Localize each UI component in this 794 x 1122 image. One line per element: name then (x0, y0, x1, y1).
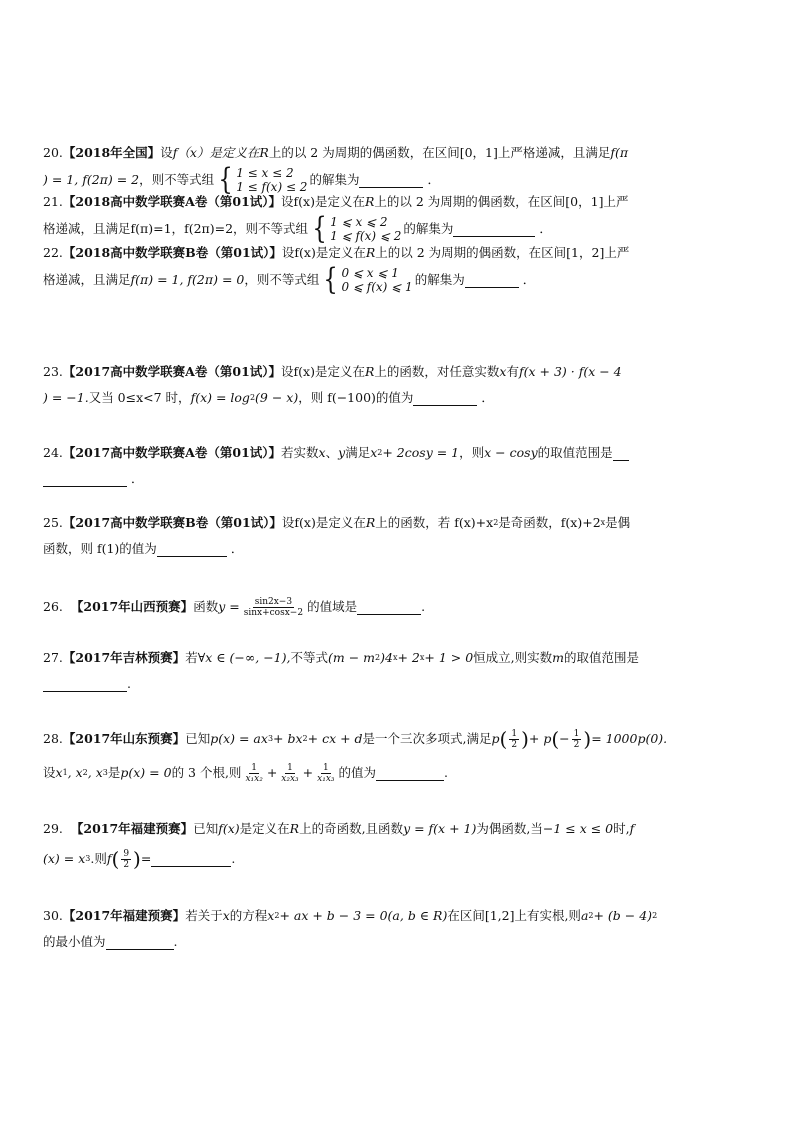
math: p(x) = 0 (120, 765, 172, 780)
math: R (365, 515, 376, 530)
math: ) = 1, f(2π) = 2 (43, 172, 140, 187)
math: (x) = x (43, 851, 86, 866)
math: f(π)=1 (130, 221, 172, 236)
source-tag: 【2017年福建预赛】 (70, 821, 194, 836)
problem-line (43, 671, 755, 697)
source-tag: 【2018年全国】 (62, 145, 161, 160)
text: ， (171, 221, 185, 236)
math: f(π) = 1, f(2π) = 0 (130, 272, 245, 287)
math: f(x) = log (190, 390, 250, 405)
math: + (266, 765, 278, 780)
answer-blank[interactable] (357, 600, 421, 615)
math: f（x）是定义在 (172, 145, 260, 160)
text: 是奇函数，f(x)+2 (498, 515, 601, 530)
answer-blank[interactable] (151, 852, 231, 867)
problem-20 (43, 143, 755, 197)
fraction-numerator: 1 (322, 762, 329, 773)
answer-blank-continued[interactable] (43, 472, 127, 487)
problem-line (43, 536, 755, 562)
problem-30 (43, 903, 755, 955)
problem-number: 29. (43, 821, 63, 836)
math: + ax + b − 3 = 0(a, b ∈ R) (279, 908, 448, 923)
source-tag: 【2017高中数学联赛A卷（第01试）】 (62, 364, 282, 379)
text: . (231, 851, 236, 866)
math: − (559, 731, 570, 746)
text: . (421, 599, 426, 614)
text: ． (481, 390, 494, 405)
math: + 1 > 0 (424, 650, 474, 665)
source-tag: 【2018高中数学联赛B卷（第01试）】 (62, 245, 282, 260)
answer-blank[interactable] (43, 677, 127, 692)
math: m (552, 650, 565, 665)
text: . (127, 676, 131, 691)
text: 设 (160, 145, 173, 160)
text: 的值为 (338, 765, 377, 780)
problem-line: 28. 【2017年山东预赛】 已知 p(x) = ax 3 + bx 2 + cx + d 是一个三次多项式,满足 p ( $\frac{1}{2}$ ) + p ( − $\frac{1}{2}$ ) = 1000p(0). (43, 727, 668, 751)
problem-line (43, 243, 755, 263)
problem-27 (43, 645, 755, 697)
math: −1 ≤ x ≤ 0 (542, 821, 614, 836)
inequality-system: { 0 ⩽ x ⩽ 1 0 ⩽ f(x) ⩽ 1 (323, 262, 413, 297)
text: 已知 (185, 731, 211, 746)
text: 有 (506, 364, 519, 379)
math: x (222, 908, 230, 923)
text: 设f(x)是定义在 (281, 515, 366, 530)
fraction-numerator: 1 (573, 728, 580, 739)
math: = 1000p(0). (591, 731, 668, 746)
fraction-denominator: 2 (123, 859, 130, 870)
text: 设 (43, 765, 56, 780)
problem-line: 27. 【2017年吉林预赛】 若∀ x ∈ (−∞, −1), 不等式 (m − m 2 )4 x + 2 x + 1 > 0 恒成立,则实数 m 的取值范围是 (43, 645, 755, 671)
math: x ∈ (−∞, −1), (205, 650, 291, 665)
text: 的解集为 (309, 172, 360, 187)
math: f(π (610, 145, 629, 160)
text: 已知 (193, 821, 219, 836)
answer-blank[interactable] (413, 391, 477, 406)
text: 设f(x)是定义在 (281, 245, 366, 260)
math: (m − m (328, 650, 376, 665)
math: x (318, 445, 326, 460)
problem-line: (x) = x 3 .则 f ( $\frac{9}{2}$ ) = . (43, 847, 236, 871)
problem-line (43, 143, 755, 163)
math: x − cosy (484, 445, 538, 460)
problem-line: 30. 【2017年福建预赛】 若关于 x 的方程 x 2 + ax + b − 3 = 0(a, b ∈ R) 在区间[1,2]上有实根,则 a 2 + (b − 4) 2 (43, 903, 755, 929)
system-row: 0 ⩽ f(x) ⩽ 1 (341, 280, 413, 294)
text: 上的函数，对任意实数 (374, 364, 500, 379)
problem-number: 26. (43, 599, 63, 614)
math: = (140, 851, 152, 866)
problem-line: 25. 【2017高中数学联赛B卷（第01试）】 设f(x)是定义在 R 上的函数，若 f(x)+x 2 是奇函数，f(x)+2 x 是偶 (43, 510, 755, 536)
text: 又当 0≤x<7 时， (88, 390, 191, 405)
problem-28 (43, 722, 755, 790)
text: ，则不等式组 (233, 221, 309, 236)
text: 上的以 2 为周期的偶函数，在区间[0，1]上严 (374, 194, 629, 209)
problem-number: 21. (43, 194, 63, 209)
text: ． (539, 221, 552, 236)
system-row: 1 ≤ x ≤ 2 (236, 166, 294, 180)
text: ． (230, 541, 244, 556)
text: 是 (107, 765, 121, 780)
math: f (106, 851, 112, 866)
fraction-numerator: 1 (511, 728, 518, 739)
problem-line (43, 816, 755, 842)
problem-line: 设 x 1 , x 2 , x 3 是 p(x) = 0 的 3 个根,则 $\frac{1}{\text{x₁x₂}}$ + $\frac{1}{\text{x₂x₃}}$ + $\frac{1}{\text{x₁x₃}}$ 的值为 . (43, 762, 449, 784)
math: x (267, 908, 275, 923)
text: 是偶 (605, 515, 631, 530)
math: + (302, 765, 314, 780)
math: f(2π)=2 (184, 221, 234, 236)
text: 的取值范围是 (537, 445, 613, 460)
math: R (364, 364, 375, 379)
fraction-denominator: 2 (511, 739, 518, 750)
problem-22 (43, 243, 755, 297)
text: 的方程 (229, 908, 268, 923)
problem-number: 22. (43, 245, 63, 260)
fraction-numerator: 1 (287, 762, 293, 773)
math: , x (87, 765, 103, 780)
problem-line (43, 590, 755, 624)
fraction (243, 763, 264, 784)
math: x (55, 765, 63, 780)
problem-21 (43, 192, 755, 246)
fraction-denominator: 2 (573, 739, 580, 750)
text: ． (522, 272, 536, 287)
text: 设f(x)是定义在 (281, 194, 365, 209)
system-row: 1 ⩽ f(x) ⩽ 2 (330, 229, 402, 243)
text: 函数，则 f(1)的值为 (43, 541, 157, 556)
math: + bx (273, 731, 303, 746)
text: 、 (325, 445, 339, 460)
math: R (259, 145, 269, 160)
source-tag: 【2017年山东预赛】 (62, 731, 186, 746)
math: x (370, 445, 378, 460)
fraction-numerator: 9 (123, 848, 130, 859)
inequality-system: { 1 ⩽ x ⩽ 2 1 ⩽ f(x) ⩽ 2 (312, 211, 402, 246)
math: R (289, 821, 300, 836)
problem-23 (43, 359, 755, 411)
problem-line (43, 263, 755, 297)
text: 的解集为 (414, 272, 465, 287)
text: 的取值范围是 (564, 650, 640, 665)
source-tag: 【2017年福建预赛】 (62, 908, 186, 923)
math: y = (218, 599, 240, 614)
fraction-denominator: x₂x₃ (281, 773, 299, 784)
answer-blank[interactable] (465, 273, 519, 288)
system-row: 0 ⩽ x ⩽ 1 (341, 266, 399, 280)
text: ，则不等式组 (139, 172, 215, 187)
problem-number: 24. (43, 445, 63, 460)
problem-line: ) = −1. 又当 0≤x<7 时， f(x) = log 2 (9 − x) ，则 f(−100)的值为 ． (43, 385, 755, 411)
text: 恒成立,则实数 (473, 650, 553, 665)
math: a (580, 908, 589, 923)
text: 上的以 2 为周期的偶函数，在区间[0，1]上严格递减，且满足 (268, 145, 611, 160)
text: 时, (613, 821, 630, 836)
math: ) = −1. (43, 390, 89, 405)
fraction (121, 849, 131, 870)
math: p (491, 731, 500, 746)
fraction (279, 763, 300, 784)
text: ． (131, 471, 144, 486)
problem-26 (43, 590, 755, 624)
math: + cx + d (307, 731, 363, 746)
text: 若∀ (185, 650, 206, 665)
problem-number: 23. (43, 364, 63, 379)
fraction-numerator: sin2x−3 (254, 596, 293, 607)
fraction (509, 729, 519, 750)
text: 在区间[1,2]上有实根,则 (447, 908, 581, 923)
math: R (365, 245, 376, 260)
fraction (315, 763, 336, 784)
answer-blank[interactable] (376, 766, 444, 781)
problem-line: 24. 【2017高中数学联赛A卷（第01试）】 若实数 x 、 y 满足 x 2 + 2cosy = 1 ，则 x − cosy 的取值范围是 (43, 440, 755, 466)
source-tag: 【2017年吉林预赛】 (62, 650, 186, 665)
math: )4 (380, 650, 393, 665)
math: x (499, 364, 507, 379)
math: f(x) (218, 821, 240, 836)
text: 不等式 (290, 650, 328, 665)
math: , x (67, 765, 83, 780)
math: f (629, 821, 635, 836)
text: 的解集为 (403, 221, 454, 236)
math: + 2cosy = 1 (382, 445, 460, 460)
math: y (338, 445, 346, 460)
system-row: 1 ≤ f(x) ≤ 2 (236, 180, 308, 194)
text: 的 3 个根,则 (171, 765, 242, 780)
math: p(x) = ax (210, 731, 268, 746)
problem-line (43, 929, 755, 955)
text: 格递减，且满足 (43, 272, 131, 287)
math: + (b − 4) (593, 908, 653, 923)
inequality-system: { 1 ≤ x ≤ 2 1 ≤ f(x) ≤ 2 (218, 162, 308, 197)
problem-number: 25. (43, 515, 63, 530)
answer-blank[interactable] (157, 542, 227, 557)
answer-blank[interactable] (453, 222, 535, 237)
fraction-numerator: 1 (251, 762, 257, 773)
math: f(x + 3) · f(x − 4 (518, 364, 622, 379)
fraction-denominator: sinx+cosx−2 (243, 607, 304, 618)
text: ． (427, 172, 440, 187)
math: R (364, 194, 375, 209)
problem-line (43, 359, 755, 385)
fraction (572, 729, 582, 750)
answer-blank[interactable] (106, 935, 174, 950)
fraction-denominator: x₁x₂ (245, 773, 263, 784)
math: + 2 (397, 650, 420, 665)
text: ，则不等式组 (244, 272, 320, 287)
text: 上的以 2 为周期的偶函数，在区间[1，2]上严 (375, 245, 630, 260)
math: + p (528, 731, 552, 746)
text: .则 (90, 851, 107, 866)
text: 的值域是 (307, 599, 358, 614)
fraction-denominator: x₁x₃ (317, 773, 335, 784)
problem-number: 30. (43, 908, 63, 923)
text: ，则 (459, 445, 485, 460)
text: 格递减，且满足 (43, 221, 131, 236)
math: (9 − x) (255, 390, 299, 405)
text: 的最小值为 (43, 934, 106, 949)
text: 若实数 (281, 445, 319, 460)
problem-line (43, 466, 755, 492)
text: 是一个三次多项式,满足 (362, 731, 492, 746)
text: 为偶函数,当 (476, 821, 543, 836)
text: 函数 (193, 599, 219, 614)
problem-number: 20. (43, 145, 63, 160)
problem-29 (43, 816, 755, 876)
text: 满足 (345, 445, 371, 460)
problem-number: 28. (43, 731, 63, 746)
problem-line (43, 212, 755, 246)
text: 上的函数，若 f(x)+x (375, 515, 494, 530)
problem-24 (43, 440, 755, 492)
problem-line (43, 192, 755, 212)
source-tag: 【2018高中数学联赛A卷（第01试）】 (62, 194, 282, 209)
text: 是定义在 (239, 821, 290, 836)
problem-25 (43, 510, 755, 562)
text: 若关于 (185, 908, 223, 923)
math: y = f(x + 1) (403, 821, 477, 836)
text: 设f(x)是定义在 (281, 364, 365, 379)
system-row: 1 ⩽ x ⩽ 2 (330, 215, 388, 229)
fraction (242, 597, 305, 618)
problem-number: 27. (43, 650, 63, 665)
text: 上的奇函数,且函数 (299, 821, 404, 836)
source-tag: 【2017年山西预赛】 (70, 599, 194, 614)
text: ，则 f(−100)的值为 (298, 390, 414, 405)
answer-blank[interactable] (613, 446, 629, 461)
source-tag: 【2017高中数学联赛A卷（第01试）】 (62, 445, 282, 460)
text: . (444, 765, 449, 780)
source-tag: 【2017高中数学联赛B卷（第01试）】 (62, 515, 282, 530)
text: . (173, 934, 178, 949)
answer-blank[interactable] (359, 173, 423, 188)
